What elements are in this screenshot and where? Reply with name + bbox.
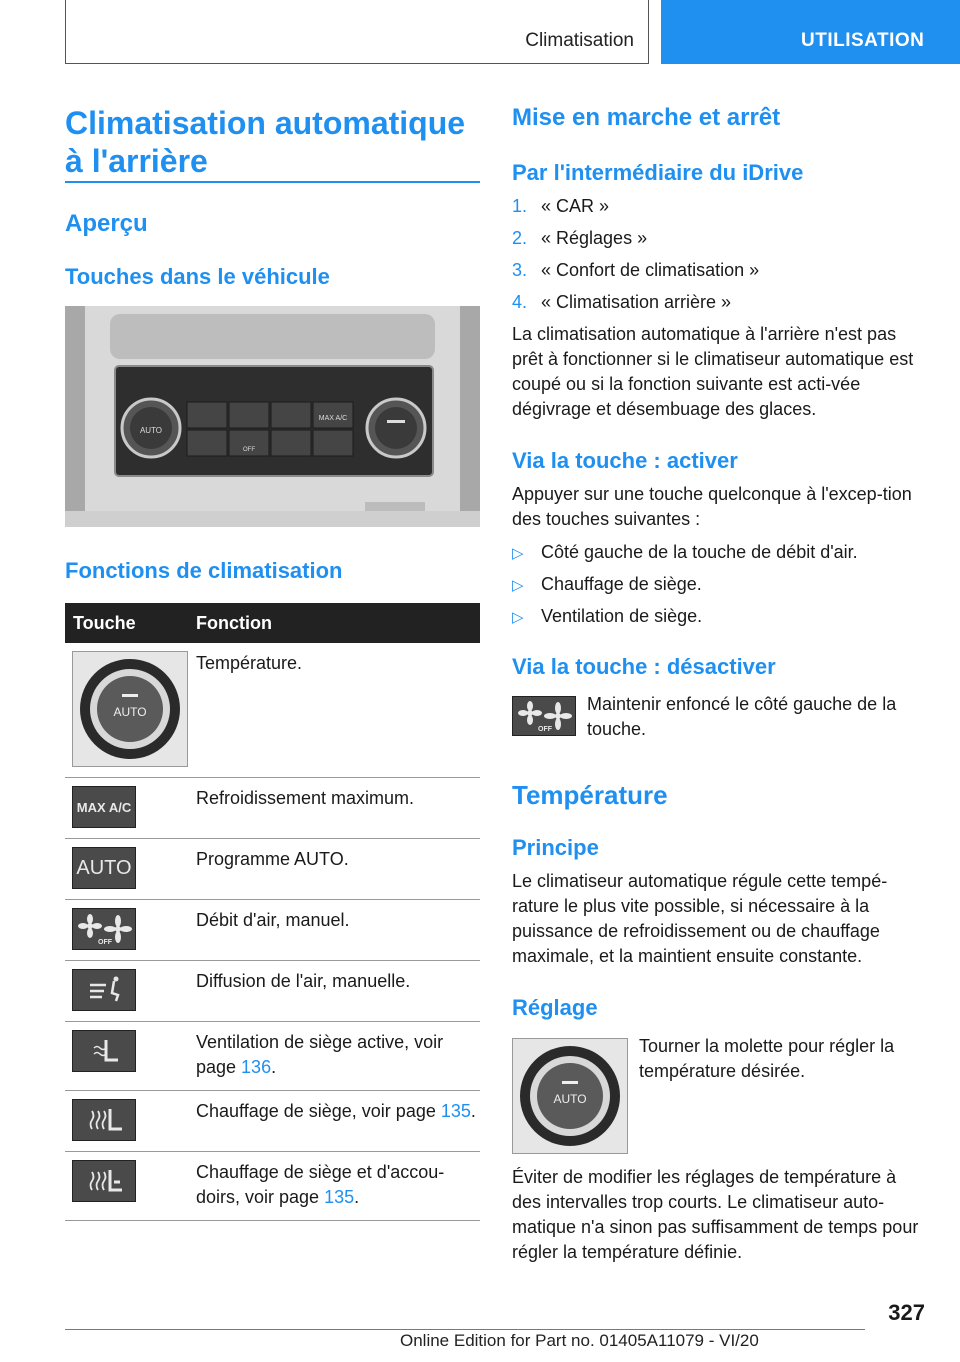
page-link[interactable]: 135	[324, 1187, 355, 1207]
page-title: Climatisation automatique à l'arrière	[65, 105, 466, 179]
knob-auto-label: AUTO	[113, 705, 147, 719]
heading-principe: Principe	[512, 835, 599, 860]
page-number: 327	[888, 1300, 925, 1325]
table-row	[65, 839, 480, 900]
table-row	[65, 1022, 480, 1091]
functions-table	[65, 603, 480, 1221]
table-row	[65, 643, 480, 778]
idrive-steps	[512, 194, 922, 322]
table-row	[65, 1091, 480, 1152]
fan-icon	[72, 908, 136, 950]
header-section-title: Climatisation	[525, 30, 634, 51]
heading-mise-en-marche: Mise en marche et arrêt	[512, 104, 781, 131]
paragraph-desactiver: Maintenir enfoncé le côté gauche de la touche.	[587, 694, 897, 739]
header-tab-label: UTILISATION	[801, 30, 925, 51]
knob-auto-label: AUTO	[553, 1092, 587, 1106]
temperature-knob-icon	[72, 651, 188, 767]
list-item: ▷ Côté gauche de la touche de débit d'air.	[512, 542, 858, 562]
row-text: Programme AUTO.	[188, 839, 480, 900]
col-touche: Touche	[65, 603, 188, 643]
heading-apercu: Aperçu	[65, 210, 148, 237]
paragraph-activer: Appuyer sur une touche quelconque à l'excep-tion des touches suivantes :	[512, 484, 912, 529]
heading-temperature: Température	[512, 780, 668, 810]
max-ac-icon: MAX A/C	[72, 786, 136, 828]
list-item: ▷ Chauffage de siège.	[512, 574, 702, 594]
list-item: 2. « Réglages »	[512, 228, 648, 248]
panel-off-label: OFF	[243, 447, 255, 453]
paragraph-reglage: Tourner la molette pour régler la température désirée.	[639, 1036, 895, 1081]
row-text: Chauffage de siège et d'accou-doirs, voir page 135.	[188, 1152, 480, 1221]
air-distribution-icon	[72, 969, 136, 1011]
row-text: Refroidissement maximum.	[188, 778, 480, 839]
paragraph-principe: Le climatiseur automatique régule cette tempé-rature le plus vite possible, si nécessaire à la puissance de refroidissement ou de chauffage maximale, et la maintient ensuite constante.	[512, 871, 888, 966]
page-link[interactable]: 136	[241, 1057, 272, 1077]
table-row	[65, 778, 480, 839]
heading-activer: Via la touche : activer	[512, 448, 738, 473]
col-fonction: Fonction	[188, 603, 480, 643]
heading-touches: Touches dans le véhicule	[65, 264, 330, 289]
row-text: Ventilation de siège active, voir page 136.	[188, 1022, 480, 1091]
list-item: 1. « CAR »	[512, 196, 610, 216]
paragraph-eviter: Éviter de modifier les réglages de température à des intervalles trop courts. Le climatiseur auto-matique n'a sinon pas suffisamment de temps pour régler la température définie.	[512, 1167, 919, 1262]
header-tab-utilisation[interactable]	[661, 0, 960, 64]
table-row	[65, 1152, 480, 1221]
table-row	[65, 961, 480, 1022]
panel-auto-label: AUTO	[139, 426, 163, 435]
title-rule	[65, 181, 480, 183]
row-text: Débit d'air, manuel.	[188, 900, 480, 961]
paragraph-idrive: La climatisation automatique à l'arrière n'est pas prêt à fonctionner si le climatiseur automatique est coupé ou si la fonction suivante est acti-vée dégivrage et désembuage des glaces.	[512, 324, 914, 419]
fan-off-label: OFF	[98, 939, 112, 946]
fan-off-icon	[512, 696, 576, 736]
footer-edition: Online Edition for Part no. 01405A11079 - VI/20	[400, 1331, 759, 1350]
row-text: Température.	[188, 643, 480, 778]
row-text: Chauffage de siège, voir page 135.	[188, 1091, 480, 1152]
seat-armrest-heating-icon	[72, 1160, 136, 1202]
panel-max-label: MAX A/C	[318, 415, 348, 422]
list-item: 4. « Climatisation arrière »	[512, 292, 732, 312]
heading-idrive: Par l'intermédiaire du iDrive	[512, 160, 804, 185]
bullet-list	[512, 540, 922, 636]
heading-reglage: Réglage	[512, 995, 598, 1020]
seat-heating-icon	[72, 1099, 136, 1141]
list-item: 3. « Confort de climatisation »	[512, 260, 760, 280]
heading-desactiver: Via la touche : désactiver	[512, 654, 776, 679]
page-link[interactable]: 135	[440, 1101, 471, 1121]
table-header-row	[65, 603, 480, 643]
fan-off-icon-label: OFF	[538, 726, 552, 733]
row-text: Diffusion de l'air, manuelle.	[188, 961, 480, 1022]
footer-rule	[65, 1329, 865, 1330]
table-row	[65, 900, 480, 961]
seat-ventilation-icon	[72, 1030, 136, 1072]
climate-panel-photo	[65, 306, 480, 527]
temperature-knob-icon	[512, 1038, 628, 1154]
auto-icon: AUTO	[72, 847, 136, 889]
list-item: ▷ Ventilation de siège.	[512, 606, 703, 626]
heading-fonctions: Fonctions de climatisation	[65, 558, 343, 583]
